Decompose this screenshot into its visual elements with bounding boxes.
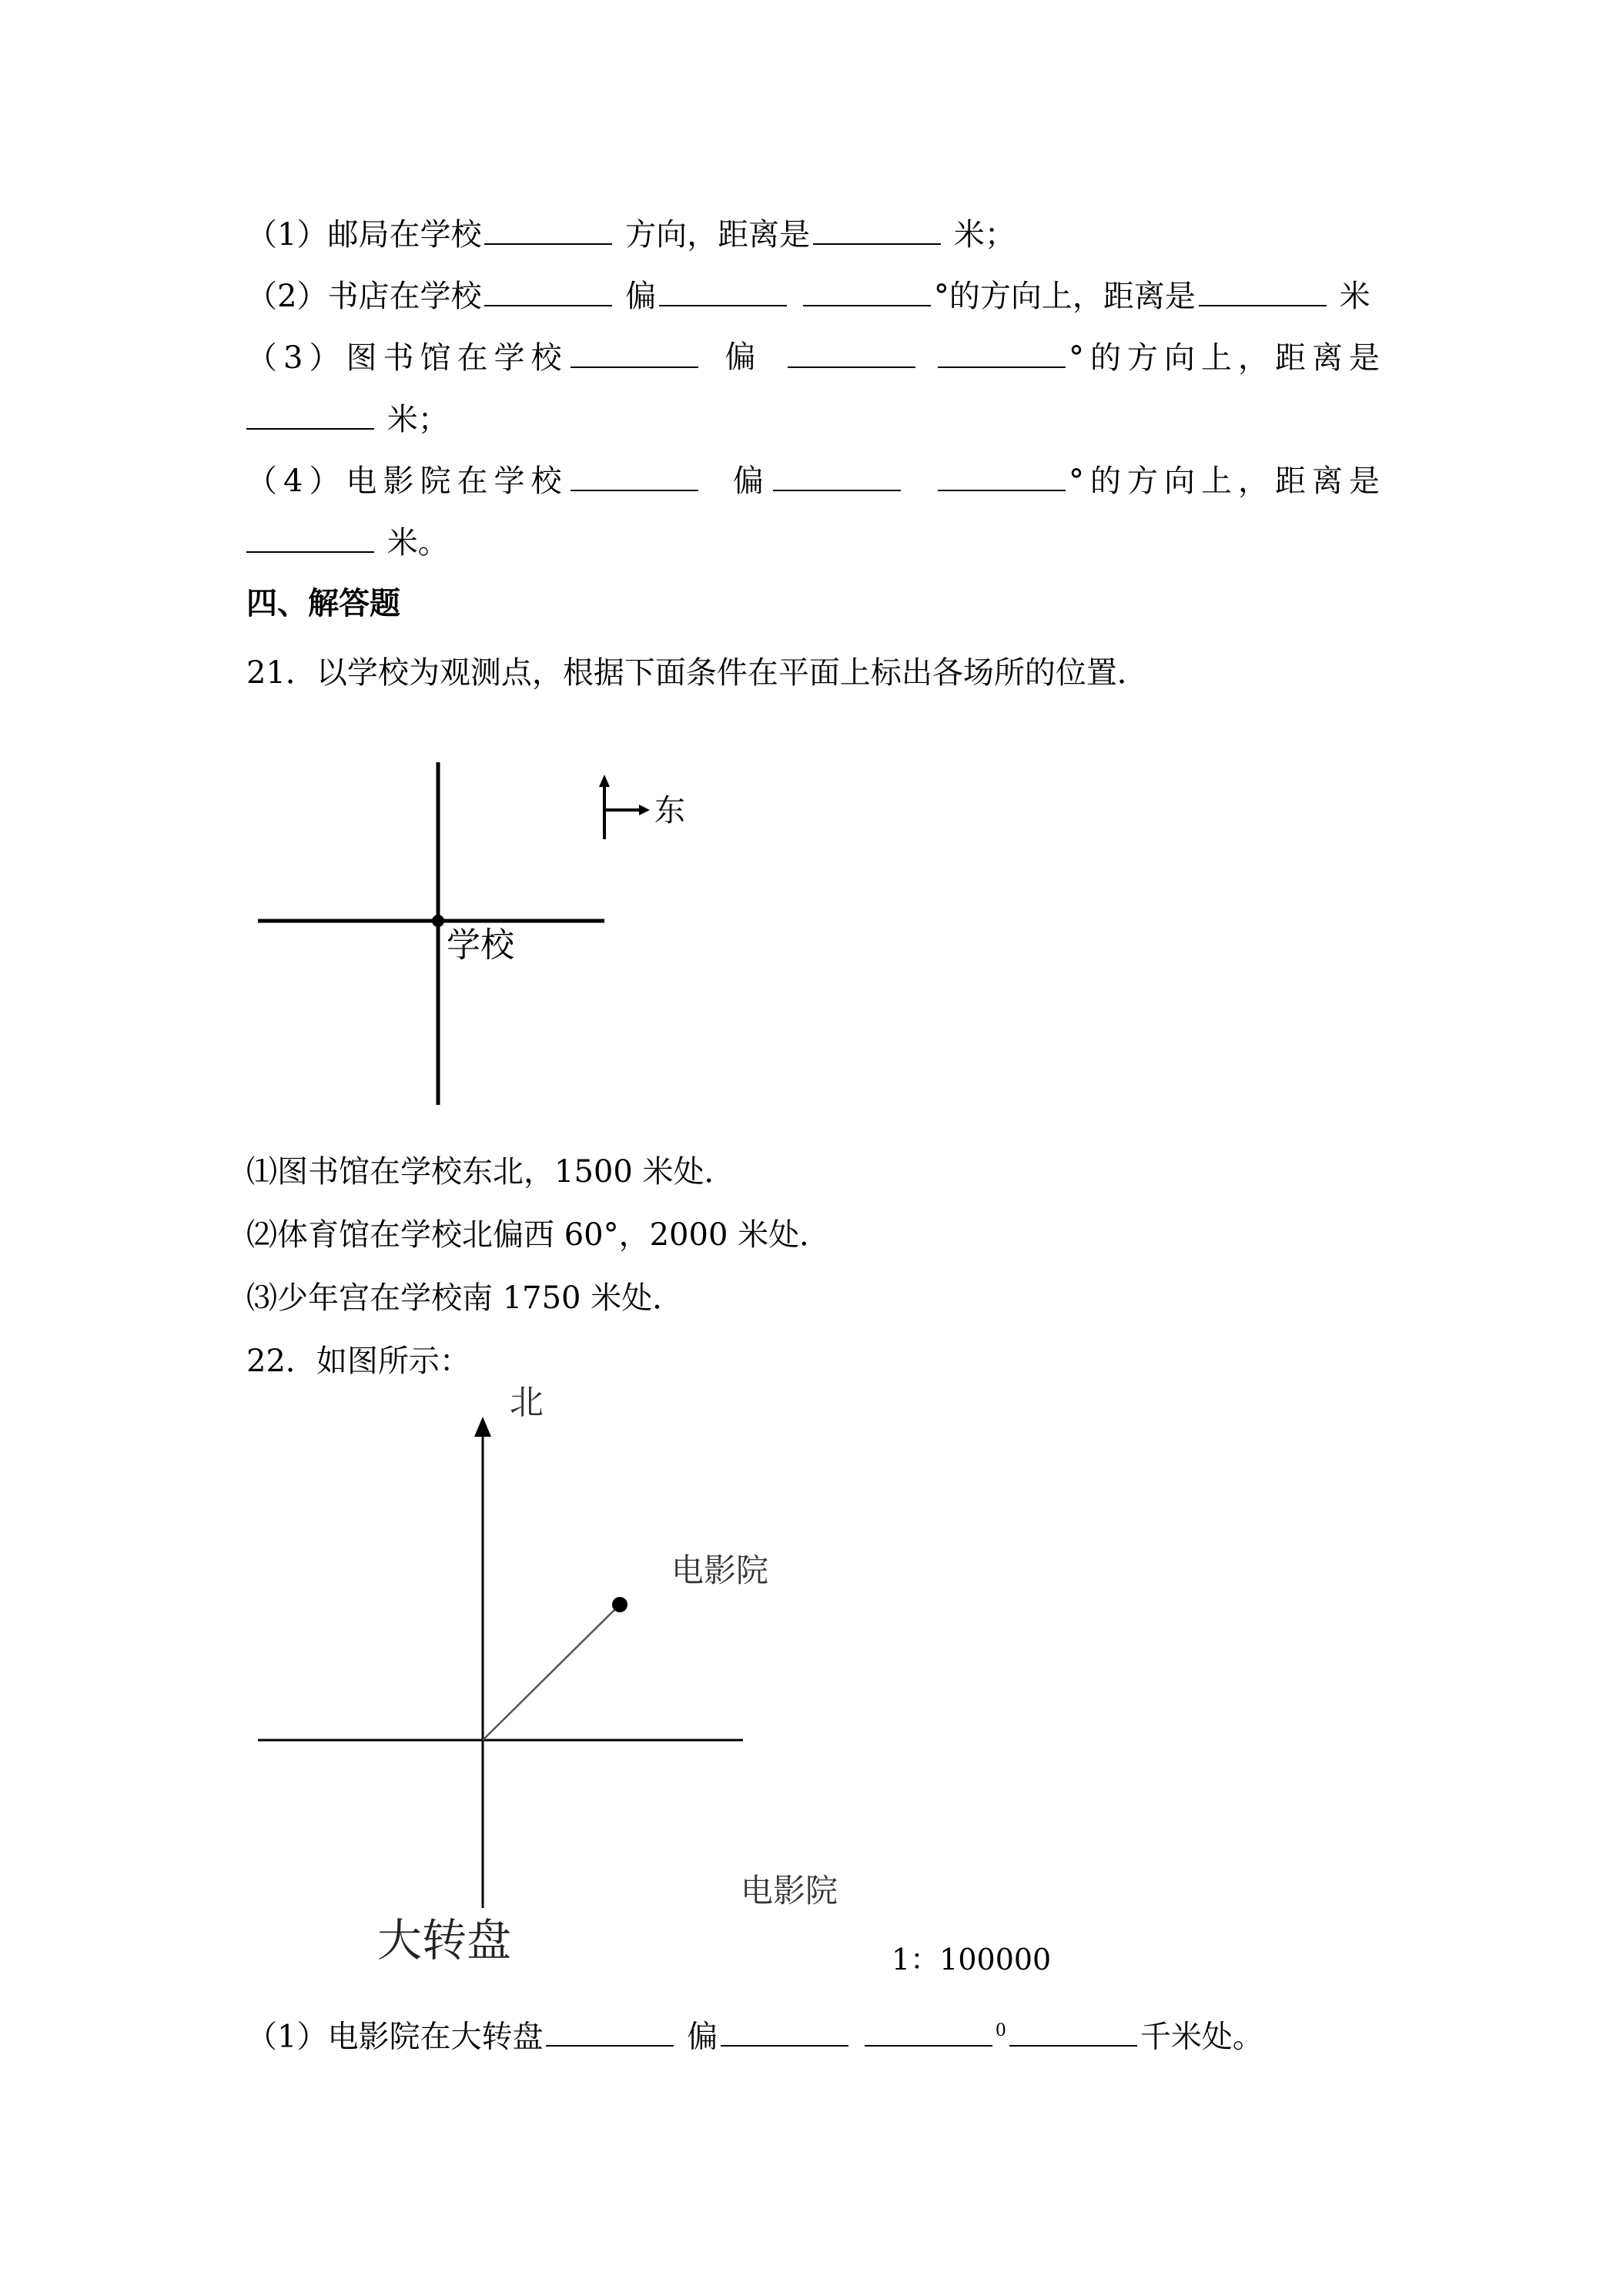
q20-2-text-b: 偏 — [625, 279, 657, 314]
q22-1-text-d: 千米处。 — [1139, 2019, 1263, 2055]
q22-cinema-label-top: 电影院 — [671, 1551, 769, 1589]
q22-1-text-b: 偏 — [687, 2019, 718, 2055]
blank-field[interactable] — [246, 520, 374, 553]
blank-field[interactable] — [246, 397, 374, 430]
q20-5-text-c: °的方向上，距离是 — [1068, 464, 1386, 499]
q20-2-text-d: 米 — [1339, 279, 1370, 314]
q21-diagram — [246, 755, 724, 1116]
q22-origin-label: 大转盘 — [377, 1914, 512, 1966]
q22-scale-label: 1：100000 — [892, 1943, 1052, 1976]
q20-line-4 — [246, 397, 1386, 441]
q22-cinema-label-bottom: 电影院 — [741, 1872, 838, 1909]
blank-field[interactable] — [938, 459, 1066, 491]
q20-5-text-a: （4）电影院在学校 — [246, 464, 568, 499]
q20-2-text-a: （2）书店在学校 — [246, 279, 482, 314]
q20-1-text-b: 方向，距离是 — [625, 217, 811, 253]
q21-question: 21．以学校为观测点，根据下面条件在平面上标出各场所的位置． — [246, 655, 1148, 691]
q21-item-2: ⑵体育馆在学校北偏西 60°，2000 米处． — [246, 1217, 831, 1253]
q20-5-text-b: 偏 — [732, 464, 770, 499]
q20-line-3 — [246, 336, 1386, 380]
q22-diagram — [246, 1386, 1093, 1986]
q21-item-1: ⑴图书馆在学校东北，1500 米处． — [246, 1154, 735, 1190]
q20-3-text-a: （3）图书馆在学校 — [246, 340, 568, 376]
q20-1-text-c: 米； — [953, 217, 1016, 253]
q22-cinema-ray — [483, 1605, 620, 1740]
blank-field[interactable] — [1009, 2014, 1137, 2047]
q21-east-label: 东 — [654, 793, 685, 828]
q20-line-6 — [246, 520, 1386, 564]
q21-school-label: 学校 — [447, 925, 514, 965]
q20-6-text-a: 米。 — [387, 525, 449, 561]
blank-field[interactable] — [788, 336, 915, 368]
q20-line-5 — [246, 459, 1386, 503]
blank-field[interactable] — [659, 274, 787, 306]
blank-field[interactable] — [546, 2014, 674, 2047]
q22-cinema-point — [612, 1597, 627, 1612]
blank-field[interactable] — [571, 336, 698, 368]
blank-field[interactable] — [1199, 274, 1327, 306]
q22-1-text-a: （1）电影院在大转盘 — [246, 2019, 544, 2055]
q22-north-label: 北 — [510, 1386, 544, 1422]
blank-field[interactable] — [865, 2014, 992, 2047]
q20-4-text-a: 米； — [387, 402, 449, 437]
blank-field[interactable] — [938, 336, 1066, 368]
blank-field[interactable] — [721, 2014, 848, 2047]
blank-field[interactable] — [773, 459, 901, 491]
q22-sub-1 — [246, 2010, 1386, 2058]
blank-field[interactable] — [484, 213, 612, 245]
q20-2-text-c: °的方向上，距离是 — [933, 279, 1196, 314]
q20-1-text-a: （1）邮局在学校 — [246, 217, 482, 253]
q20-3-text-b: 偏 — [724, 340, 762, 375]
q21-school-point — [432, 915, 444, 927]
q22-question: 22．如图所示： — [246, 1344, 470, 1379]
q21-item-3: ⑶少年宫在学校南 1750 米处． — [246, 1280, 684, 1316]
q22-1-degree-mark: 0 — [995, 2021, 1006, 2040]
compass-icon — [599, 775, 650, 839]
blank-field[interactable] — [484, 274, 612, 306]
q20-line-1 — [246, 213, 1386, 256]
blank-field[interactable] — [803, 274, 931, 306]
section-title: 四、解答题 — [246, 586, 400, 621]
q20-line-2 — [246, 274, 1386, 318]
blank-field[interactable] — [813, 213, 941, 245]
q20-3-text-c: °的方向上，距离是 — [1068, 340, 1386, 376]
blank-field[interactable] — [571, 459, 698, 491]
north-arrow-icon — [474, 1417, 491, 1437]
